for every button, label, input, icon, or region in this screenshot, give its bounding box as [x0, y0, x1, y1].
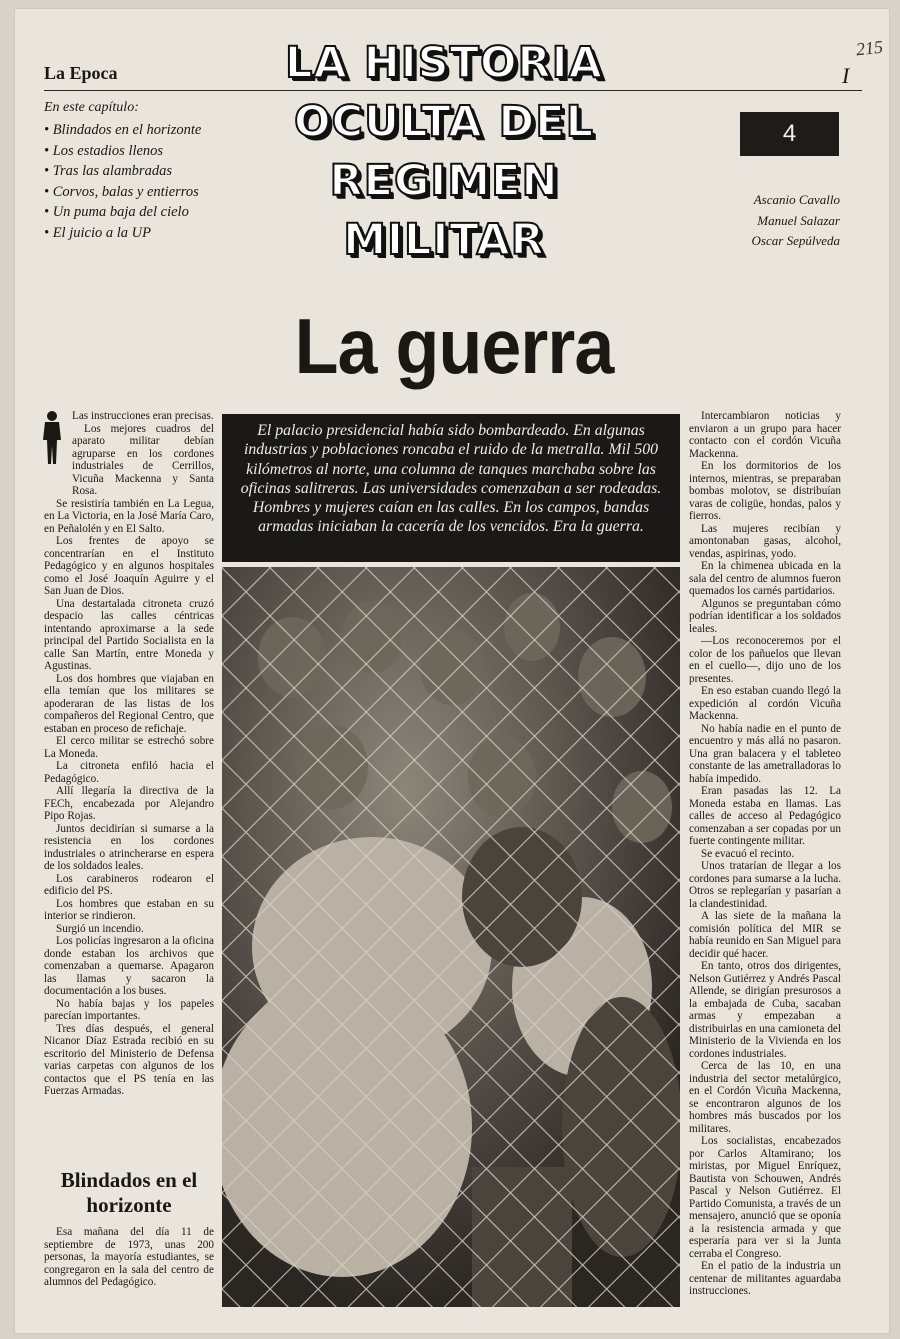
paragraph: Unos tratarían de llegar a los cordones para sumarse a la lucha. Otros se replegarían y pasarían a la clandestinidad. — [689, 860, 841, 910]
paragraph: Se evacuó el recinto. — [701, 847, 795, 860]
chapter-item: • Blindados en el horizonte — [44, 120, 201, 141]
paragraph: Allí llegaría la directiva de la FECh, encabezada por Alejandro Pipo Rojas. — [44, 785, 214, 822]
paragraph: Las instrucciones eran precisas. — [72, 410, 214, 422]
left-column — [44, 410, 214, 1098]
chapter-number: 4 — [782, 120, 797, 147]
paragraph: Intercambiaron noticias y enviaron a un grupo para hacer contacto con el cordón Vicuña Mackenna. — [689, 410, 841, 460]
paragraph: En los dormitorios de los internos, mientras, se preparaban bombas molotov, se distribuían varas de coligüe, hondas, palos y fierros. — [689, 460, 841, 522]
newspaper-page — [14, 8, 890, 1334]
paragraph: Los carabineros rodearon el edificio del PS. — [44, 872, 214, 897]
chapter-item: • Corvos, balas y entierros — [44, 182, 201, 203]
lede-box: El palacio presidencial había sido bombardeado. En algunas industrias y poblaciones roncaba el ruido de la metralla. Mil 500 kilómetros al norte, una columna de tanques marchaba sobre las oficinas salitreras. Las universidades comenzaban a ser rodeadas. Hombres y mujeres caían en las calles. En los campos, bandas armadas iniciaban la cacería de los vencidos. Era la guerra. — [222, 414, 680, 562]
paragraph: Se resistiría también en La Legua, en La Victoria, en la José María Caro, en Peñalolén y en El Salto. — [44, 497, 214, 535]
paragraph: —Los reconoceremos por el color de los pañuelos que llevan en el cuello—, dijo uno de los presentes. — [689, 635, 841, 685]
chapter-list — [44, 120, 201, 243]
page-marker: I — [842, 63, 850, 88]
masthead: La Epoca — [44, 63, 118, 83]
subhead: Blindados en el horizonte — [60, 1168, 198, 1217]
series-title-line: OCULTA DEL — [293, 97, 595, 147]
paragraph: En la chimenea ubicada en la sala del centro de alumnos fueron quemados los carnés partidarios. — [689, 560, 841, 597]
paragraph: Una destartalada citroneta cruzó despacio las calles céntricas intentando aproximarse a la sede principal del Partido Socialista en la calle San Martín, entre Moneda y Agustinas. — [44, 597, 214, 672]
series-title-line: MILITAR — [343, 215, 545, 265]
chapter-item: • Tras las alambradas — [44, 161, 201, 182]
soldier-silhouette-icon — [40, 410, 64, 468]
paragraph: Algunos se preguntaban cómo podrían identificar a los soldados leales. — [689, 597, 841, 635]
paragraph: Juntos decidirían si sumarse a la resistencia en los cordones industriales o atrincherarse en espera de los soldados leales. — [44, 822, 214, 872]
paragraph: Los socialistas, encabezados por Carlos Altamirano; los miristas, por Miguel Enríquez, Bautista von Schouwen, Andrés Pascal y Nelson Gutiérrez. El Partido Comunista, a través de un mensajero, anunció que se oponía a la resistencia armada y que esperaría para ver si la Junta cerraba el Congreso. — [689, 1135, 841, 1260]
chapter-item: • Los estadios llenos — [44, 141, 201, 162]
paragraph: Tres días después, el general Nicanor Díaz Estrada recibió en su escritorio del Ministerio de Defensa varias carpetas con algunos de los contactos que el PS tenía en las Fuerzas Armadas. — [44, 1022, 214, 1097]
paragraph: Cerca de las 10, en una industria del sector metalúrgico, en el Cordón Vicuña Mackenna, se encontraron algunos de los hombres más buscados por los militares. — [689, 1060, 841, 1135]
series-title-line: REGIMEN — [329, 156, 559, 206]
chapter-heading: En este capítulo: — [44, 100, 139, 115]
photo-prisoners-behind-fence — [222, 567, 680, 1307]
paragraph: Surgió un incendio. — [56, 922, 144, 935]
photo-image — [222, 567, 680, 1307]
author: Ascanio Cavallo — [753, 192, 840, 207]
chapter-item: • El juicio a la UP — [44, 223, 201, 244]
paragraph: No había nadie en el punto de encuentro y más allá no pasaron. Una gran balacera y el tableteo constante de las ametralladoras lo había impedido. — [689, 722, 841, 785]
paragraph: Los policías ingresaron a la oficina donde estaban los archivos que comenzaban a quemarse. Apagaron las llamas y sacaron la documentación a los buses. — [44, 935, 214, 997]
right-column — [689, 410, 841, 1298]
paragraph: Las mujeres recibían y amontonaban gasas, alcohol, vendas, aspirinas, yodo. — [689, 522, 841, 560]
chapter-number-box — [740, 112, 839, 156]
paragraph: Esa mañana del día 11 de septiembre de 1973, unas 200 personas, la mayoría estudiantes, se congregaron en la sala del centro de alumnos del Pedagógico. — [44, 1226, 214, 1288]
paragraph: En el patio de la industria un centenar de militantes aguardaba instrucciones. — [689, 1260, 841, 1297]
handwritten-note: 215 — [854, 36, 884, 60]
paragraph: La citroneta enfiló hacia el Pedagógico. — [44, 760, 214, 785]
paragraph: En tanto, otros dos dirigentes, Nelson Gutiérrez y Andrés Pascal Allende, se dirigían presurosos a la embajada de Cuba, sacaban armas y empezaban a distribuirlas en una camioneta del Ministerio de la Vivienda en los cordones industriales. — [689, 960, 841, 1060]
headline: La guerra — [294, 302, 614, 390]
author: Oscar Sepúlveda — [751, 233, 840, 248]
series-title-line: LA HISTORIA — [285, 38, 603, 88]
paragraph: Los hombres que estaban en su interior se rindieron. — [44, 897, 214, 922]
author: Manuel Salazar — [757, 212, 840, 228]
authors — [740, 190, 840, 252]
chapter-item: • Un puma baja del cielo — [44, 202, 201, 223]
paragraph: Los frentes de apoyo se concentrarían en el Instituto Pedagógico y en algunos hospitales como el José Joaquín Aguirre y el San Juan de Dios. — [44, 535, 214, 597]
left-column-continued — [44, 1226, 214, 1289]
series-title — [276, 34, 612, 270]
paragraph: Los dos hombres que viajaban en ella temían que los militares se apoderaran de las listas de los compañeros del Regional Centro, que estaban en proceso de refichaje. — [44, 672, 214, 735]
paragraph: En eso estaban cuando llegó la expedición al cordón Vicuña Mackenna. — [689, 685, 841, 722]
paragraph: No había bajas y los papeles parecían importantes. — [44, 997, 214, 1022]
paragraph: Eran pasadas las 12. La Moneda estaba en llamas. Las calles de acceso al Pedagógico comenzaban a ser copadas por un fuerte contingente militar. — [689, 785, 841, 847]
paragraph: Los mejores cuadros del aparato militar debían agruparse en los cordones industriales de Cerrillos, Vicuña Mackenna y Santa Rosa. — [72, 422, 214, 497]
paragraph: A las siete de la mañana la comisión política del MIR se había reunido en San Miguel para decidir qué hacer. — [689, 910, 841, 960]
paragraph: El cerco militar se estrechó sobre La Moneda. — [44, 735, 214, 760]
